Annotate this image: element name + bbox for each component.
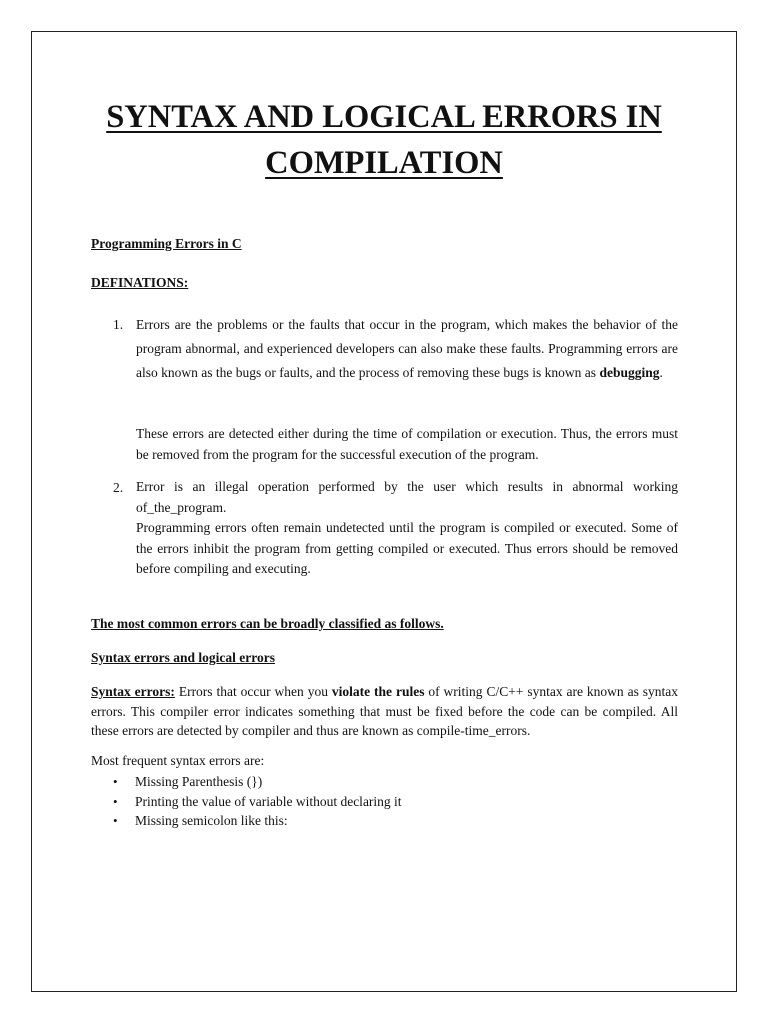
- bullet-icon: •: [113, 774, 118, 789]
- title-line-2: COMPILATION: [265, 145, 503, 181]
- def1-bold: debugging: [599, 365, 660, 380]
- def2-number: 2.: [113, 480, 124, 495]
- def2-line2: Programming errors often remain undetected until the program is compiled or executed. Some of the errors inhibit the program from getting compiled or executed. Thus errors should be removed before compiling and executing.: [136, 520, 678, 576]
- list-item-text: Missing Parenthesis (}): [135, 774, 263, 789]
- frequent-errors-label: Most frequent syntax errors are:: [91, 753, 265, 768]
- def1-number: 1.: [113, 317, 124, 332]
- title-line-1: SYNTAX AND LOGICAL ERRORS IN: [106, 99, 662, 135]
- types-heading: Syntax errors and logical errors: [91, 650, 275, 665]
- section-heading: Programming Errors in C: [91, 236, 242, 251]
- syntax-errors-text-2: of writing C/C++ syntax are known as syntax errors. This compiler error indicates something that must be fixed before the code can be compiled. All these errors are detected by compiler and thus are known as compile-time_errors.: [91, 684, 678, 738]
- def2-line1: Error is an illegal operation performed by the user which results in abnormal working of_the_program.: [136, 479, 678, 515]
- def1-text: Errors are the problems or the faults that occur in the program, which makes the behavior of the program abnormal, and experienced developers can also make these faults. Programming errors are also known as the bugs or faults, and the process of removing these bugs is known as: [136, 317, 678, 380]
- def1-followup: These errors are detected either during the time of compilation or execution. Thus, the errors must be removed from the program for the successful execution of the program.: [136, 426, 678, 462]
- list-item-text: Printing the value of variable without declaring it: [135, 793, 402, 809]
- def1-paragraph: [136, 313, 678, 385]
- page-title: [60, 94, 708, 186]
- list-item: [91, 811, 402, 831]
- list-item: [91, 772, 402, 792]
- list-item-text: Missing semicolon like this:: [135, 813, 288, 828]
- list-item: [91, 792, 402, 812]
- bullet-icon: •: [113, 793, 118, 809]
- def2-paragraph: [136, 477, 678, 580]
- syntax-error-list: [91, 772, 402, 831]
- syntax-errors-paragraph: [91, 682, 678, 741]
- syntax-errors-bold: violate the rules: [331, 684, 425, 699]
- syntax-errors-text-1: Errors that occur when you: [174, 684, 332, 699]
- classification-heading: The most common errors can be broadly classified as follows.: [91, 616, 444, 631]
- bullet-icon: •: [113, 813, 118, 828]
- syntax-errors-label: Syntax errors:: [91, 684, 175, 699]
- def1-end: .: [659, 365, 663, 380]
- definitions-heading: DEFINATIONS:: [91, 275, 189, 290]
